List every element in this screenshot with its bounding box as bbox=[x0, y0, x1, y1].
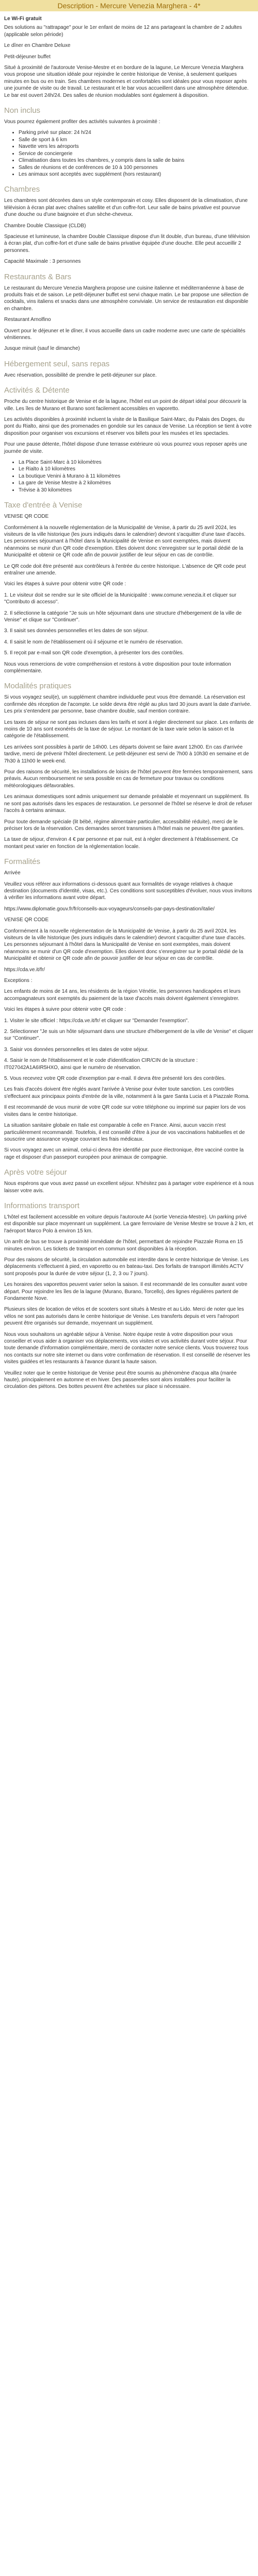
tax-step: 3. Il saisit ses données personnelles et les dates de son séjour. bbox=[4, 628, 149, 634]
section-heading-nearby: Non inclus bbox=[4, 106, 41, 115]
info-text: Plusieurs sites de location de vélos et de scooters sont situés à Mestre et au Lido. Merci de noter que les vélos ne sont pas autorisés dans le centre historique de Venise. Les transferts depuis et vers l'aéroport peuvent être organisés sur demande, moyennant un supplément. bbox=[4, 1307, 244, 1327]
section-heading-tax: Taxe d'entrée à Venise bbox=[4, 501, 83, 510]
tax-text-2: Le QR code doit être présenté aux contrôleurs à l'entrée du centre historique. L'absence de QR code peut entraîner une amende. bbox=[4, 563, 246, 576]
info-text: Un arrêt de bus se trouve à proximité immédiate de l'hôtel, permettant de rejoindre Piazzale Roma en 15 minutes environ. Les tickets de transport en commun sont disponibles à la réception. bbox=[4, 1239, 243, 1252]
page-title-bar bbox=[0, 0, 258, 11]
section-heading-rooms: Chambres bbox=[4, 185, 40, 194]
list-item: • Parking privé sur place: 24 h/24 bbox=[19, 129, 254, 136]
modalities-text: Les animaux domestiques sont admis uniquement sur demande préalable et moyennant un supplément. Ils ne sont pas autorisés dans les espaces de restauration. Le personnel de l'hôtel se réserve le droit de refuser l'accès à certains animaux. bbox=[4, 794, 252, 814]
list-item: • Salles de réunions et de conférences de 10 à 100 personnes bbox=[19, 164, 254, 171]
info-text: Nous vous souhaitons un agréable séjour à Venise. Notre équipe reste à votre disposition pour vous conseiller et vous aider à organiser vos déplacements, vos visites et vos activités durant votre séjour. Pour toute demande d'information complémentaire, merci de contacter notre service clients. Vous trouverez tous nos contacts sur notre site internet ou dans votre confirmation de réservation. Il est conseillé de réserver les visites guidées et les restaurants à l'avance durant la haute saison. bbox=[4, 1331, 250, 1365]
page-title: Description - Mercure Venezia Marghera - 4* bbox=[57, 2, 201, 10]
nearby-intro: Vous pourrez également profiter des activités suivantes à proximité : bbox=[4, 119, 160, 125]
list-item: • La boutique Venini à Murano à 11 kilomètres bbox=[19, 473, 254, 480]
intro-dinner: Le dîner en Chambre Deluxe bbox=[4, 43, 71, 49]
tax-text-1: Conformément à la nouvelle réglementation de la Municipalité de Venise, à partir du 25 avril 2024, les visiteurs de la ville historique (les jours indiqués dans le calendrier) devront s'acquitter d'une taxe d'accès. Les personnes séjournant à l'hôtel dans la Municipalité de Venise en sont exemptées, mais doivent néanmoins se munir d'un QR code d'exemption. Elles doivent donc s'enregistrer sur le portail dédié de la Municipalité et obtenir ce QR code afin de pouvoir justifier de leur séjour en cas de contrôle. bbox=[4, 524, 246, 558]
activities-text-2: Les activités disponibles à proximité incluent la visite de la Basilique Saint-Marc, du Palais des Doges, du pont du Rialto, ainsi que des promenades en gondole sur les canaux de Venise. La réception se tient à votre disposition pour organiser vos excursions et réserver vos billets pour les musées et les spectacles. bbox=[4, 417, 252, 436]
tax-label: VENISE QR CODE bbox=[4, 514, 49, 520]
list-item: • Salle de sport à 6 km bbox=[19, 137, 254, 143]
formalities-text: Veuillez vous référer aux informations ci-dessous quant aux formalités de voyage relatives à chaque destination (documents d'identité, visas, etc.). Ces conditions sont susceptibles d'évoluer, nous vous invitons à vérifier les informations avant votre départ. bbox=[4, 881, 252, 901]
intro-wifi: Le Wi-Fi gratuit bbox=[4, 16, 42, 22]
intro-children-offer: Des solutions au "rattrapage" pour le 1er enfant de moins de 12 ans partageant la chambre de 2 adultes (applicable selon période) bbox=[4, 25, 242, 38]
formalities-link[interactable]: https://cda.ve.it/fr/ bbox=[4, 967, 45, 973]
list-item: • Les animaux sont acceptés avec supplément (hors restaurant) bbox=[19, 171, 254, 178]
modalities-text: Les arrivées sont possibles à partir de 14h00. Les départs doivent se faire avant 12h00. En cas d'arrivée tardive, merci de prévenir l'hôtel directement. Le petit-déjeuner est servi de 7h00 à 10h30 en semaine et de 7h30 à 11h00 le week-end. bbox=[4, 744, 249, 764]
modalities-text: Si vous voyagez seul(e), un supplément chambre individuelle peut vous être demandé. La réservation est confirmée dès réception de l'acompte. Le solde devra être réglé au plus tard 30 jours avant la date d'arrivée. Les prix s'entendent par personne, base chambre double, sauf mention contraire. bbox=[4, 694, 252, 715]
section-heading-formalities: Formalités bbox=[4, 857, 41, 867]
list-item: • Climatisation dans toutes les chambres, y compris dans la salle de bains bbox=[19, 157, 254, 164]
modalities-text: La taxe de séjour, d'environ 4 € par personne et par nuit, est à régler directement à l'établissement. Ce montant peut varier en fonction de la réglementation locale. bbox=[4, 837, 238, 850]
restaurants-subheading: Restaurant Arnolfino bbox=[4, 317, 51, 323]
formalities-step: 5. Vous recevrez votre QR code d'exemption par e-mail. Il devra être présenté lors des contrôles. bbox=[4, 1076, 226, 1082]
formalities-text: Si vous voyagez avec un animal, celui-ci devra être identifié par puce électronique, être vacciné contre la rage et disposer d'un passeport européen pour animaux de compagnie. bbox=[4, 1147, 244, 1160]
tax-text-4: Nous vous remercions de votre compréhension et restons à votre disposition pour toute information complémentaire. bbox=[4, 661, 231, 674]
tax-text-3: Voici les étapes à suivre pour obtenir votre QR code : bbox=[4, 581, 126, 587]
formalities-text: La situation sanitaire globale en Italie est comparable à celle en France. Ainsi, aucun vaccin n'est particulièrement recommandé. Toutefois, il est conseillé d'être à jour de vos vaccinations habituelles et de souscrire une assurance voyage couvrant les frais médicaux. bbox=[4, 1123, 245, 1142]
list-item: • La Place Saint-Marc à 10 kilomètres bbox=[19, 459, 254, 466]
formalities-step: 1. Visiter le site officiel : https://cda.ve.it/fr/ et cliquer sur "Demander l'exemption". bbox=[4, 1018, 189, 1024]
list-item: • Le Rialto à 10 kilomètres bbox=[19, 466, 254, 472]
activities-text-3: Pour une pause détente, l'hôtel dispose d'une terrasse extérieure où vous pourrez vous reposer après une journée de visite. bbox=[4, 442, 247, 454]
modalities-text: Pour des raisons de sécurité, les installations de loisirs de l'hôtel peuvent être fermées temporairement, sans préavis. Aucun remboursement ne sera possible en cas de fermeture pour travaux ou conditions météorologiques défavorables. bbox=[4, 769, 253, 789]
formalities-text: Voici les étapes à suivre pour obtenir votre QR code : bbox=[4, 1007, 126, 1013]
list-item: • Service de conciergerie bbox=[19, 150, 254, 157]
formalities-link[interactable]: https://www.diplomatie.gouv.fr/fr/conseils-aux-voyageurs/conseils-par-pays-destination/italie/ bbox=[4, 906, 215, 912]
modalities-text: Les taxes de séjour ne sont pas incluses dans les tarifs et sont à régler directement sur place. Les enfants de moins de 10 ans sont exonérés de la taxe de séjour. Le montant de la taxe varie selon la saison et la catégorie de l'établissement. bbox=[4, 719, 254, 739]
list-item: • La gare de Venise Mestre à 2 kilomètres bbox=[19, 480, 254, 486]
formalities-text: Conformément à la nouvelle réglementation de la Municipalité de Venise, à partir du 25 avril 2024, les visiteurs de la ville historique (les jours indiqués dans le calendrier) devront s'acquitter d'une taxe d'accès. Les personnes séjournant à l'hôtel dans la Municipalité de Venise en sont exemptées, mais doivent néanmoins se munir d'un QR code d'exemption. Elles doivent donc s'enregistrer sur le portail dédié de la Municipalité et obtenir ce QR code afin de pouvoir justifier de leur séjour en cas de contrôle. bbox=[4, 928, 246, 962]
section-heading-activities: Activités & Détente bbox=[4, 386, 70, 395]
accommodation-text: Avec réservation, possibilité de prendre le petit-déjeuner sur place. bbox=[4, 372, 157, 378]
info-text: Pour des raisons de sécurité, la circulation automobile est interdite dans le centre historique de Venise. Les déplacements s'effectuent à pied, en vaporetto ou en bateau-taxi. Des forfaits de transport illimités ACTV sont proposés pour la durée de votre séjour (1, 2, 3 ou 7 jours). bbox=[4, 1257, 249, 1277]
tax-step: 5. Il reçoit par e-mail son QR code d'exemption, à présenter lors des contrôles. bbox=[4, 650, 184, 656]
formalities-label-qr: VENISE QR CODE bbox=[4, 917, 49, 923]
formalities-text: Les frais d'accès doivent être réglés avant l'arrivée à Venise pour éviter toute sanction. Les contrôles s'effectuent aux principaux points d'entrée de la ville, notamment à la gare Santa Lucia et à Piazzale Roma. bbox=[4, 1087, 250, 1099]
section-heading-after: Après votre séjour bbox=[4, 1168, 67, 1177]
info-text: L'hôtel est facilement accessible en voiture depuis l'autoroute A4 (sortie Venezia-Mestre). Un parking privé est disponible sur place moyennant un supplément. La gare ferroviaire de Venise Mestre se trouve à 2 km, et l'aéroport Marco Polo à environ 15 km. bbox=[4, 1214, 253, 1234]
activities-list bbox=[4, 459, 254, 494]
tax-step: 4. Il saisit le nom de l'établissement où il séjourne et le numéro de réservation. bbox=[4, 639, 183, 645]
nearby-list bbox=[4, 129, 254, 178]
list-item: • Navette vers les aéroports bbox=[19, 143, 254, 150]
formalities-step: 4. Saisir le nom de l'établissement et le code d'identification CIR/CIN de la structure : IT027042A1A6IR5HXO, ainsi que le numéro de réservation. bbox=[4, 1058, 198, 1071]
tax-step: 2. Il sélectionne la catégorie "Je suis un hôte séjournant dans une structure d'hébergement de la ville de Venise" et clique sur "Continuer". bbox=[4, 610, 242, 623]
section-heading-accommodation: Hébergement seul, sans repas bbox=[4, 359, 110, 368]
after-text: Nous espérons que vous avez passé un excellent séjour. N'hésitez pas à partager votre expérience et à nous laisser votre avis. bbox=[4, 1181, 254, 1194]
formalities-text: Exceptions : bbox=[4, 978, 33, 984]
modalities-text: Pour toute demande spéciale (lit bébé, régime alimentaire particulier, accessibilité réduite), merci de le préciser lors de la réservation. Ces demandes seront transmises à l'hôtel mais ne peuvent être garanties. bbox=[4, 819, 245, 832]
rooms-text: Les chambres sont décorées dans un style contemporain et cosy. Elles disposent de la climatisation, d'une télévision à écran plat avec chaînes satellite et d'un coffre-fort. Leur salle de bains privative est pourvue d'une douche ou d'une baignoire et d'un sèche-cheveux. bbox=[4, 198, 248, 218]
rooms-capacity: Capacité Maximale : 3 personnes bbox=[4, 259, 81, 265]
formalities-step: 3. Saisir vos données personnelles et les dates de votre séjour. bbox=[4, 1046, 149, 1053]
info-text: Veuillez noter que le centre historique de Venise peut être soumis au phénomène d'acqua alta (marée haute), principalement en automne et en hiver. Des passerelles sont alors installées pour faciliter la circulation des piétons. Des bottes peuvent être achetées sur place si nécessaire. bbox=[4, 1370, 237, 1390]
formalities-text: Les enfants de moins de 14 ans, les résidents de la région Vénétie, les personnes handicapées et leurs accompagnateurs sont exemptés du paiement de la taxe d'accès mais doivent également s'enregistrer. bbox=[4, 989, 241, 1002]
activities-text-1: Proche du centre historique de Venise et de la lagune, l'hôtel est un point de départ idéal pour découvrir la ville. Les îles de Murano et Burano sont facilement accessibles en vaporetto. bbox=[4, 399, 247, 412]
description-content bbox=[0, 15, 258, 1391]
restaurants-hours: Jusque minuit (sauf le dimanche) bbox=[4, 346, 80, 352]
section-heading-modalities: Modalités pratiques bbox=[4, 682, 72, 691]
formalities-step: 2. Sélectionner "Je suis un hôte séjournant dans une structure d'hébergement de la ville de Venise" et cliquer sur "Continuer". bbox=[4, 1029, 253, 1042]
rooms-description: Spacieuse et lumineuse, la chambre Double Classique dispose d'un lit double, d'un bureau, d'une télévision à écran plat, d'un coffre-fort et d'une salle de bains privative équipée d'une douche. Elle peut accueillir 2 personnes. bbox=[4, 233, 250, 253]
info-text: Les horaires des vaporettos peuvent varier selon la saison. Il est recommandé de les consulter avant votre départ. Pour rejoindre les îles de la lagune (Murano, Burano, Torcello), des lignes régulières partent de Fondamente Nove. bbox=[4, 1282, 248, 1301]
rooms-subheading: Chambre Double Classique (CLDB) bbox=[4, 223, 86, 229]
formalities-text: Il est recommandé de vous munir de votre QR code sur votre téléphone ou imprimé sur papier lors de vos visites dans le centre historique. bbox=[4, 1105, 246, 1117]
intro-breakfast: Petit-déjeuner buffet bbox=[4, 54, 51, 60]
restaurants-text: Le restaurant du Mercure Venezia Marghera propose une cuisine italienne et méditerranéenne à base de produits frais et de saison. Le petit-déjeuner buffet est servi chaque matin. Le bar propose une sélection de cocktails, vins italiens et snacks dans une atmosphère conviviale. Un service de restauration est disponible en chambre. bbox=[4, 285, 249, 312]
restaurants-description: Ouvert pour le déjeuner et le dîner, il vous accueille dans un cadre moderne avec une carte de spécialités vénitiennes. bbox=[4, 328, 246, 341]
section-heading-restaurants: Restaurants & Bars bbox=[4, 272, 72, 281]
intro-text: Situé à proximité de l'autoroute Venise-Mestre et en bordure de la lagune, Le Mercure Venezia Marghera vous propose une situation idéale pour rejoindre le centre historique de Venise, à seulement quelques minutes en bus ou en train. Ses chambres modernes et confortables sont idéales pour vous reposer après une journée de visite ou de travail. Le restaurant et le bar vous accueillent dans une atmosphère détendue. Le bar est ouvert 24h/24. Des salles de réunion modulables sont également à disposition. bbox=[4, 65, 249, 98]
formalities-label: Arrivée bbox=[4, 870, 21, 876]
list-item: • Trévise à 30 kilomètres bbox=[19, 487, 254, 494]
tax-step: 1. Le visiteur doit se rendre sur le site officiel de la Municipalité : www.comune.venezia.it et cliquer sur "Contributo di accesso". bbox=[4, 592, 237, 605]
section-heading-info: Informations transport bbox=[4, 1201, 79, 1210]
